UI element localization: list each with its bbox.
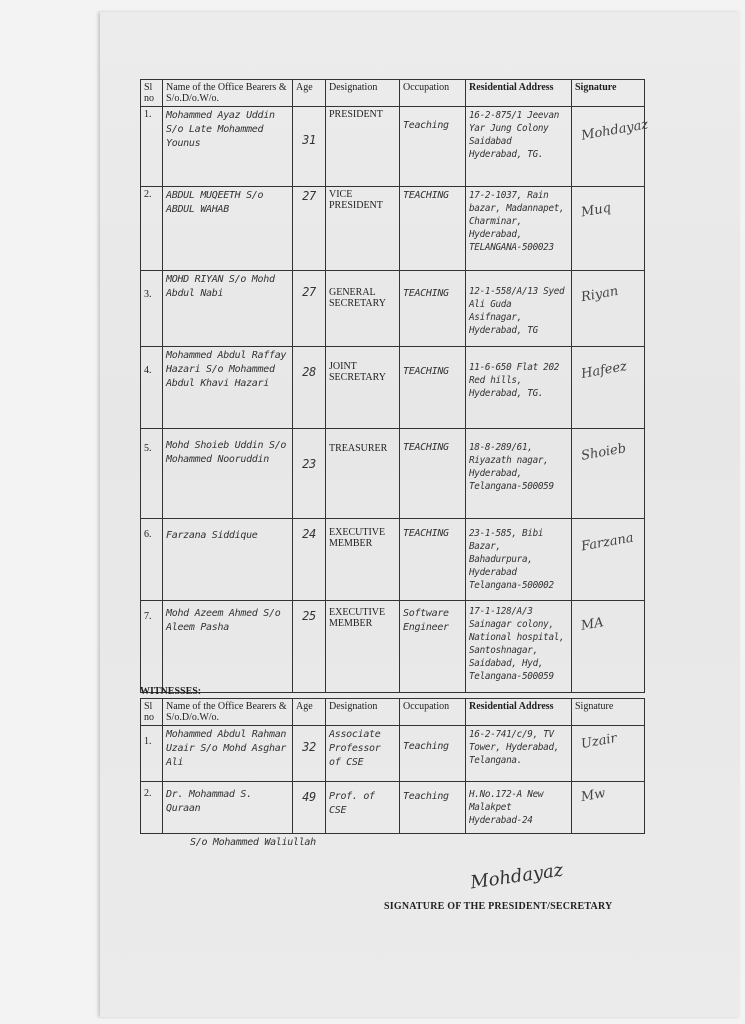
row-sl: 1. bbox=[141, 726, 163, 782]
row-occupation: TEACHING bbox=[400, 347, 466, 429]
row-signature bbox=[572, 601, 645, 693]
row-designation: EXECUTIVE MEMBER bbox=[326, 519, 400, 601]
row-occupation: TEACHING bbox=[400, 429, 466, 519]
row-sl: 7. bbox=[141, 601, 163, 693]
table-row bbox=[141, 347, 645, 429]
row-age: 31 bbox=[293, 107, 326, 187]
header-address: Residential Address bbox=[466, 80, 572, 107]
header-designation: Designation bbox=[326, 699, 400, 726]
row-age: 28 bbox=[293, 347, 326, 429]
row-address: 17-1-128/A/3 Sainagar colony, National hospital, Santoshnagar, Saidabad, Hyd, Telangana-500059 bbox=[466, 601, 572, 693]
row-signature bbox=[572, 429, 645, 519]
row-age: 24 bbox=[293, 519, 326, 601]
row-occupation: TEACHING bbox=[400, 519, 466, 601]
row-designation: GENERAL SECRETARY bbox=[326, 271, 400, 347]
table-row bbox=[141, 782, 645, 834]
row-name: Mohammed Ayaz Uddin S/o Late Mohammed Younus bbox=[163, 107, 293, 187]
row-occupation: TEACHING bbox=[400, 187, 466, 271]
row-designation: Associate Professor of CSE bbox=[326, 726, 400, 782]
row-sl: 4. bbox=[141, 347, 163, 429]
row-signature bbox=[572, 726, 645, 782]
header-sl: Sl no bbox=[141, 699, 163, 726]
row-designation: VICE PRESIDENT bbox=[326, 187, 400, 271]
table-row bbox=[141, 187, 645, 271]
row-address: 16-2-875/1 Jeevan Yar Jung Colony Saidabad Hyderabad, TG. bbox=[466, 107, 572, 187]
witness-2-parentage: S/o Mohammed Waliullah bbox=[190, 837, 316, 848]
row-name: Mohd Azeem Ahmed S/o Aleem Pasha bbox=[163, 601, 293, 693]
header-name: Name of the Office Bearers & S/o.D/o.W/o. bbox=[163, 80, 293, 107]
row-name: Mohd Shoieb Uddin S/o Mohammed Nooruddin bbox=[163, 429, 293, 519]
table-row bbox=[141, 601, 645, 693]
row-address: 12-1-558/A/13 Syed Ali Guda Asifnagar, Hyderabad, TG bbox=[466, 271, 572, 347]
row-age: 27 bbox=[293, 271, 326, 347]
row-sl: 6. bbox=[141, 519, 163, 601]
row-sl: 1. bbox=[141, 107, 163, 187]
row-occupation: Teaching bbox=[400, 107, 466, 187]
signature-mark: Mohdayaz bbox=[580, 117, 650, 144]
row-sl: 2. bbox=[141, 187, 163, 271]
office-bearers-table bbox=[140, 79, 650, 693]
signature-caption: SIGNATURE OF THE PRESIDENT/SECRETARY bbox=[384, 901, 613, 912]
row-sl: 2. bbox=[141, 782, 163, 834]
row-designation: PRESIDENT bbox=[326, 107, 400, 187]
header-occupation: Occupation bbox=[400, 80, 466, 107]
row-name: Farzana Siddique bbox=[163, 519, 293, 601]
signature-mark: MA bbox=[579, 615, 605, 634]
row-signature bbox=[572, 107, 650, 187]
row-designation: EXECUTIVE MEMBER bbox=[326, 601, 400, 693]
table-header-row bbox=[141, 699, 645, 726]
row-signature bbox=[572, 782, 645, 834]
header-designation: Designation bbox=[326, 80, 400, 107]
header-signature: Signature bbox=[572, 699, 645, 726]
row-designation: TREASURER bbox=[326, 429, 400, 519]
header-occupation: Occupation bbox=[400, 699, 466, 726]
row-sl: 5. bbox=[141, 429, 163, 519]
row-occupation: Teaching bbox=[400, 782, 466, 834]
signature-mark: Uzair bbox=[579, 730, 618, 753]
row-signature bbox=[572, 347, 645, 429]
row-age: 27 bbox=[293, 187, 326, 271]
row-name: Dr. Mohammad S. Quraan bbox=[163, 782, 293, 834]
header-sl: Sl no bbox=[141, 80, 163, 107]
row-address: 11-6-650 Flat 202 Red hills, Hyderabad, TG. bbox=[466, 347, 572, 429]
header-name: Name of the Office Bearers & S/o.D/o.W/o. bbox=[163, 699, 293, 726]
row-signature bbox=[572, 271, 645, 347]
signature-mark: Riyan bbox=[579, 283, 620, 306]
row-signature bbox=[572, 519, 645, 601]
row-address: 18-8-289/61, Riyazath nagar, Hyderabad, Telangana-500059 bbox=[466, 429, 572, 519]
table-row bbox=[141, 726, 645, 782]
signature-mark: Shoieb bbox=[580, 441, 628, 464]
table-row bbox=[141, 429, 645, 519]
header-address: Residential Address bbox=[466, 699, 572, 726]
signature-mark: Mw bbox=[579, 785, 607, 806]
row-age: 32 bbox=[293, 726, 326, 782]
row-name: ABDUL MUQEETH S/o ABDUL WAHAB bbox=[163, 187, 293, 271]
row-signature bbox=[572, 187, 645, 271]
signature-mark: Farzana bbox=[580, 530, 635, 555]
table-row bbox=[141, 107, 645, 187]
row-name: Mohammed Abdul Rahman Uzair S/o Mohd Asghar Ali bbox=[163, 726, 293, 782]
row-sl: 3. bbox=[141, 271, 163, 347]
header-signature: Signature bbox=[572, 80, 645, 107]
table-header-row bbox=[141, 80, 645, 107]
row-address: 16-2-741/c/9, TV Tower, Hyderabad, Telangana. bbox=[466, 726, 572, 782]
witnesses-title: WITNESSES: bbox=[140, 686, 202, 697]
row-address: H.No.172-A New Malakpet Hyderabad-24 bbox=[466, 782, 572, 834]
row-occupation: Teaching bbox=[400, 726, 466, 782]
row-designation: JOINT SECRETARY bbox=[326, 347, 400, 429]
row-occupation: Software Engineer bbox=[400, 601, 466, 693]
row-address: 23-1-585, Bibi Bazar, Bahadurpura, Hyderabad Telangana-500002 bbox=[466, 519, 572, 601]
row-age: 25 bbox=[293, 601, 326, 693]
signature-mark: Muq bbox=[579, 200, 613, 221]
header-age: Age bbox=[293, 80, 326, 107]
row-occupation: TEACHING bbox=[400, 271, 466, 347]
row-name: Mohammed Abdul Raffay Hazari S/o Mohammed Abdul Khavi Hazari bbox=[163, 347, 293, 429]
witnesses-table bbox=[140, 698, 645, 834]
president-signature: Mohdayaz bbox=[468, 859, 565, 894]
table-row bbox=[141, 271, 645, 347]
row-designation: Prof. of CSE bbox=[326, 782, 400, 834]
row-name: MOHD RIYAN S/o Mohd Abdul Nabi bbox=[163, 271, 293, 347]
row-age: 49 bbox=[293, 782, 326, 834]
row-age: 23 bbox=[293, 429, 326, 519]
row-address: 17-2-1037, Rain bazar, Madannapet, Charminar, Hyderabad, TELANGANA-500023 bbox=[466, 187, 572, 271]
table-row bbox=[141, 519, 645, 601]
header-age: Age bbox=[293, 699, 326, 726]
signature-mark: Hafeez bbox=[580, 359, 629, 382]
